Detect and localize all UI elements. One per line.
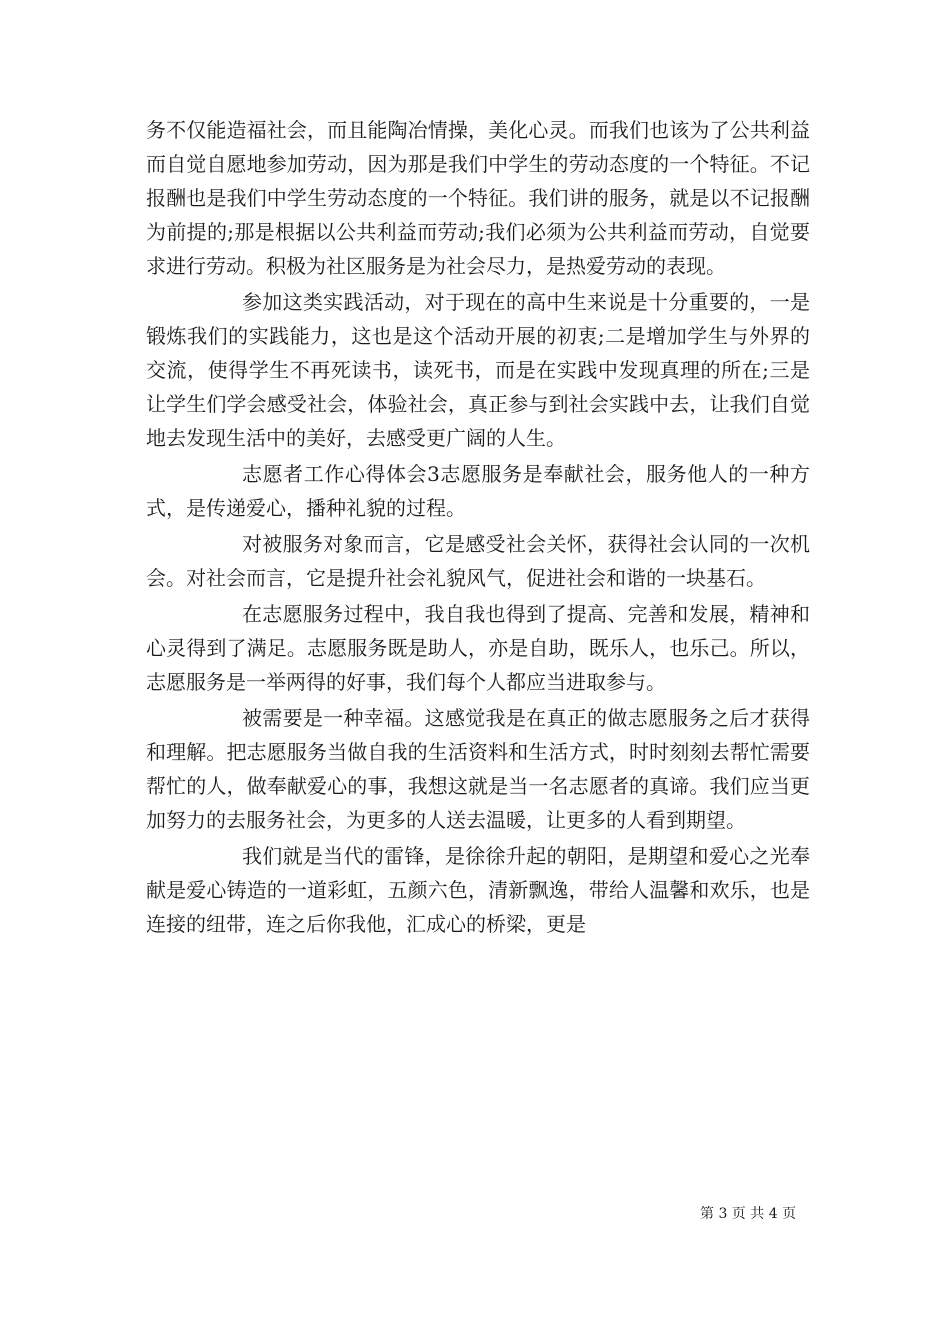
page-number: 第 3 页 共 4 页 [700, 1206, 797, 1222]
paragraph-continuation: 务不仅能造福社会，而且能陶冶情操，美化心灵。而我们也该为了公共利益而自觉自愿地参加劳动，因为那是我们中学生的劳动态度的一个特征。不记报酬也是我们中学生劳动态度的一个特征。我们讲的服务，就是以不记报酬为前提的;那是根据以公共利益而劳动;我们必须为公共利益而劳动，自觉要求进行劳动。积极为社区服务是为社会尽力，是热爱劳动的表现。 [146, 118, 810, 278]
paragraph-practice-activities: 参加这类实践活动，对于现在的高中生来说是十分重要的，一是锻炼我们的实践能力，这也是这个活动开展的初衷;二是增加学生与外界的交流，使得学生不再死读书，读死书，而是在实践中发现真理的所在;三是让学生们学会感受社会，体验社会，真正参与到社会实践中去，让我们自觉地去发现生活中的美好，去感受更广阔的人生。 [146, 290, 810, 450]
paragraph-service-meaning: 对被服务对象而言，它是感受社会关怀，获得社会认同的一次机会。对社会而言，它是提升社会礼貌风气，促进社会和谐的一块基石。 [146, 532, 810, 590]
paragraph-volunteer-heading: 志愿者工作心得体会3志愿服务是奉献社会，服务他人的一种方式，是传递爱心，播种礼貌的过程。 [146, 462, 810, 520]
paragraph-happiness: 被需要是一种幸福。这感觉我是在真正的做志愿服务之后才获得和理解。把志愿服务当做自我的生活资料和生活方式，时时刻刻去帮忙需要帮忙的人，做奉献爱心的事，我想这就是当一名志愿者的真谛。我们应当更加努力的去服务社会，为更多的人送去温暖，让更多的人看到期望。 [146, 706, 810, 832]
paragraph-lei-feng: 我们就是当代的雷锋，是徐徐升起的朝阳，是期望和爱心之光奉献是爱心铸造的一道彩虹，五颜六色，清新飘逸，带给人温馨和欢乐，也是连接的纽带，连之后你我他，汇成心的桥梁，更是 [146, 844, 810, 936]
paragraph-self-improvement: 在志愿服务过程中，我自我也得到了提高、完善和发展，精神和心灵得到了满足。志愿服务既是助人，亦是自助，既乐人，也乐己。所以，志愿服务是一举两得的好事，我们每个人都应当进取参与。 [146, 602, 810, 694]
document-body [146, 113, 810, 941]
